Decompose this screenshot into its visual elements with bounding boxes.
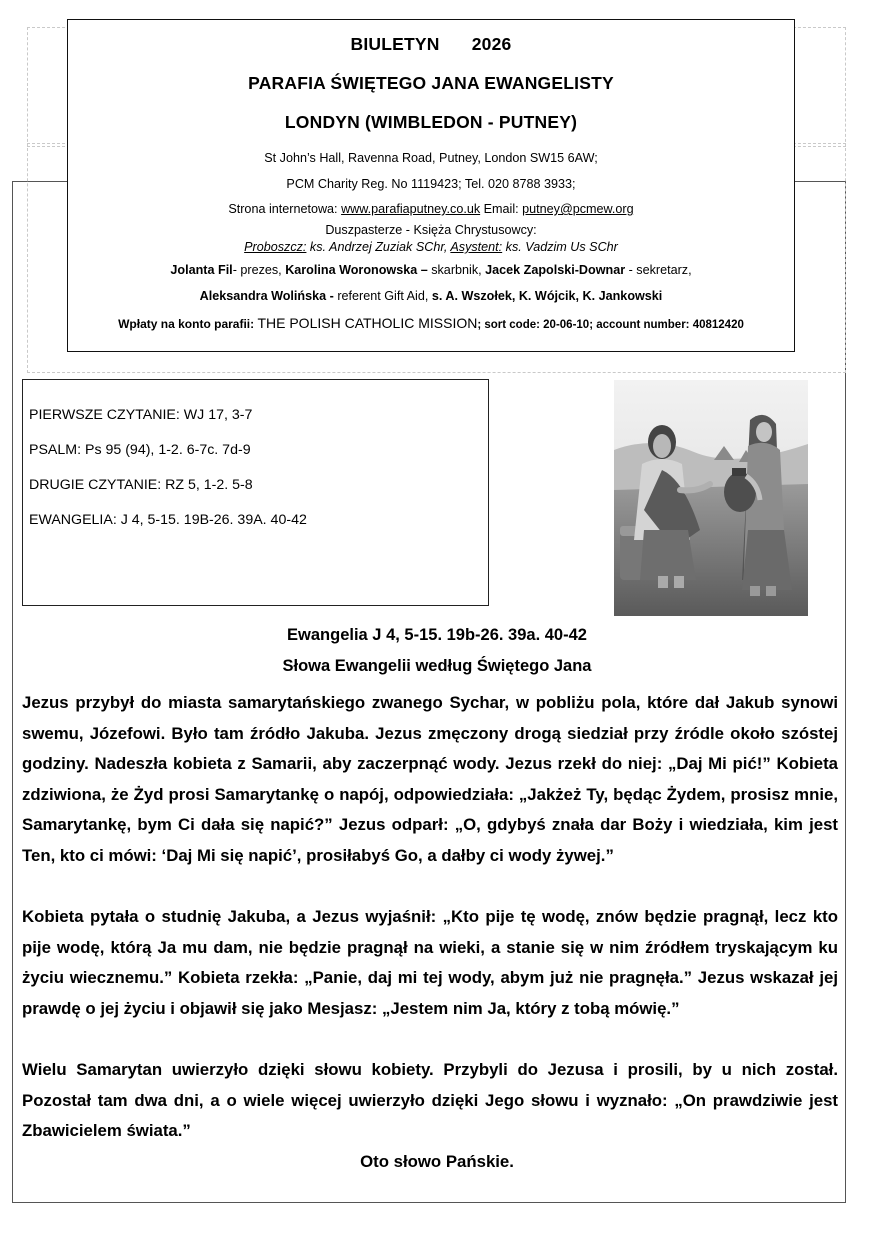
parish-address: St John’s Hall, Ravenna Road, Putney, London SW15 6AW; bbox=[264, 151, 598, 165]
gospel-subtitle: Słowa Ewangelii według Świętego Jana bbox=[282, 657, 592, 675]
email-link[interactable]: putney@pcmew.org bbox=[522, 202, 634, 216]
reading-psalm: PSALM: Ps 95 (94), 1-2. 6-7c. 7d-9 bbox=[29, 442, 251, 458]
asystent-label: Asystent: bbox=[450, 240, 503, 254]
gospel-title: Ewangelia J 4, 5-15. 19b-26. 39a. 40-42 bbox=[287, 626, 587, 644]
reading-first: PIERWSZE CZYTANIE: WJ 17, 3-7 bbox=[29, 407, 253, 423]
bulletin-title bbox=[68, 34, 794, 55]
readings-box bbox=[22, 379, 489, 606]
bulletin-year: 2026 bbox=[471, 34, 512, 54]
council-line-1: Jolanta Fil- prezes, Karolina Woronowska – skarbnik, Jacek Zapolski-Downar - sekretarz, bbox=[170, 263, 692, 277]
jesus-samaritan-woman-illustration bbox=[614, 380, 808, 616]
gospel-closing: Oto słowo Pańskie. bbox=[360, 1152, 514, 1171]
contact-line: Strona internetowa: www.parafiaputney.co.uk Email: putney@pcmew.org bbox=[228, 202, 634, 216]
council-line-2: Aleksandra Wolińska - referent Gift Aid, s. A. Wszołek, K. Wójcik, K. Jankowski bbox=[199, 289, 663, 303]
gospel-paragraph-3: Wielu Samarytan uwierzyło dzięki słowu kobiety. Przybyli do Jezusa i prosili, by u nich został. Pozostał tam dwa dni, a o wiele więcej uwierzyło dzięki Jego słowu i wyznało: „On prawdziwie jest Zbawicielem świata.” bbox=[22, 1060, 838, 1141]
parish-header bbox=[67, 19, 795, 352]
asystent-name: ks. Vadzim Us SChr bbox=[502, 240, 618, 254]
gospel-paragraph-2: Kobieta pytała o studnię Jakuba, a Jezus wyjaśnił: „Kto pije tę wodę, znów będzie pragnął, lecz kto pije wodę, którą Ja mu dam, nie będzie pragnął na wieki, a stanie się w nim źródłem tryskającym ku życiu wiecznemu.” Kobieta rzekła: „Panie, daj mi tej wody, abym już nie pragnęła.” Jezus wskazał jej prawdę o jej życiu i objawił się jako Mesjasz: „Jestem nim Ja, który z tobą mówię.” bbox=[22, 907, 838, 1018]
bulletin-label: BIULETYN bbox=[350, 34, 440, 54]
proboszcz-label: Proboszcz: bbox=[244, 240, 307, 254]
bank-line: Wpłaty na konto parafii: THE POLISH CATHOLIC MISSION; sort code: 20-06-10; account number: 40812420 bbox=[118, 315, 744, 331]
pastors-label: Duszpasterze - Księża Chrystusowcy: bbox=[325, 223, 537, 237]
parish-name: PARAFIA ŚWIĘTEGO JANA EWANGELISTY bbox=[248, 73, 614, 93]
website-link[interactable]: www.parafiaputney.co.uk bbox=[341, 202, 481, 216]
charity-info: PCM Charity Reg. No 1119423; Tel. 020 8788 3933; bbox=[286, 177, 576, 191]
reading-gospel: EWANGELIA: J 4, 5-15. 19B-26. 39A. 40-42 bbox=[29, 512, 307, 528]
parish-location: LONDYN (WIMBLEDON - PUTNEY) bbox=[284, 112, 578, 132]
proboszcz-name: ks. Andrzej Zuziak SChr, bbox=[306, 240, 451, 254]
gospel-paragraph-1: Jezus przybył do miasta samarytańskiego zwanego Sychar, w pobliżu pola, które dał Jakub synowi swemu, Józefowi. Było tam źródło Jakuba. Jezus zmęczony drogą siedział przy źródle około szóstej godziny. Nadeszła kobieta z Samarii, aby zaczerpnąć wody. Jezus rzekł do niej: „Daj Mi pić!” Kobieta zdziwiona, że Żyd prosi Samarytankę o napój, odpowiedziała: „Jakżeż Ty, będąc Żydem, prosisz mnie, Samarytankę, bym Ci dała się napić?” Jezus odparł: „O, gdybyś znała dar Boży i wiedziała, kim jest Ten, kto ci mówi: ‘Daj Mi się napić’, prosiłabyś Go, a dałby ci wody żywej.” bbox=[22, 693, 838, 865]
reading-second: DRUGIE CZYTANIE: RZ 5, 1-2. 5-8 bbox=[29, 477, 253, 493]
pastors-line bbox=[68, 240, 794, 254]
